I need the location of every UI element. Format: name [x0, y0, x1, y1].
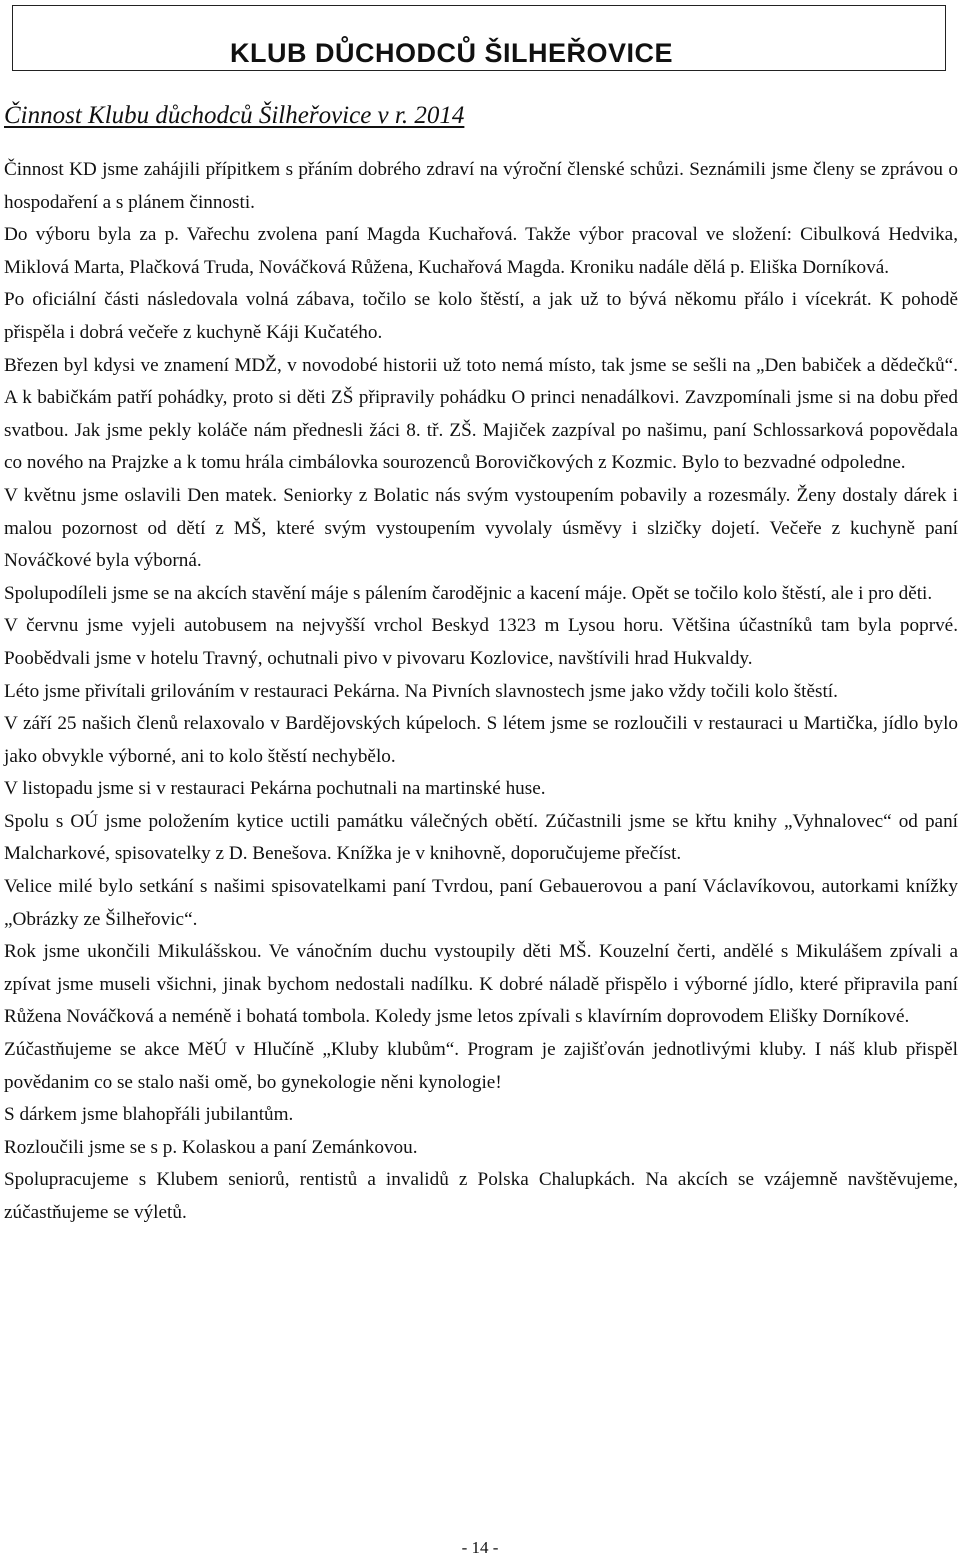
paragraph: Léto jsme přivítali grilováním v restauraci Pekárna. Na Pivních slavnostech jsme jako vždy točili kolo štěstí.	[4, 680, 838, 702]
paragraph: V září 25 našich členů relaxovalo v Bardějovských kúpeloch. S létem jsme se rozloučili v restauraci u Martička, jídlo bylo jako obvykle výborné, ani to kolo štěstí nechybělo.	[4, 713, 958, 767]
paragraph: Po oficiální části následovala volná zábava, točilo se kolo štěstí, a jak už to bývá někomu přálo i vícekrát. K pohodě přispěla i dobrá večeře z kuchyně Káji Kučatého.	[4, 289, 958, 343]
page-number: - 14 -	[461, 1538, 499, 1557]
article-body	[4, 154, 958, 1230]
paragraph: Březen byl kdysi ve znamení MDŽ, v novodobé historii už toto nemá místo, tak jsme se sešli na „Den babiček a dědečků“. A k babičkám patří pohádky, proto si děti ZŠ připravily pohádku O princi nenadálkovi. Zavzpomínali jsme si na dobu před svatbou. Jak jsme pekly koláče nám přednesli žáci 8. tř. ZŠ. Majiček zazpíval po našimu, paní Schlossarková popovědala co nového na Prajzke a k tomu hrála cimbálovka sourozenců Borovičkových z Kozmic. Bylo to bezvadné odpoledne.	[4, 354, 958, 474]
paragraph: Zúčastňujeme se akce MěÚ v Hlučíně „Kluby klubům“. Program je zajišťován jednotlivými kluby. I náš klub přispěl povědanim co se stalo naši omě, bo gynekologie něni kynologie!	[4, 1039, 958, 1093]
paragraph: V listopadu jsme si v restauraci Pekárna pochutnali na martinské huse.	[4, 778, 546, 800]
paragraph: V červnu jsme vyjeli autobusem na nejvyšší vrchol Beskyd 1323 m Lysou horu. Většina účastníků tam byla poprvé. Poobědvali jsme v hotelu Travný, ochutnali pivo v pivovaru Kozlovice, navštívili hrad Hukvaldy.	[4, 615, 958, 669]
paragraph: Velice milé bylo setkání s našimi spisovatelkami paní Tvrdou, paní Gebauerovou a paní Václavíkovou, autorkami knížky „Obrázky ze Šilheřovic“.	[4, 876, 958, 930]
paragraph: Spolupracujeme s Klubem seniorů, rentistů a invalidů z Polska Chalupkách. Na akcích se vzájemně navštěvujeme, zúčastňujeme se výletů.	[4, 1169, 958, 1223]
paragraph: V květnu jsme oslavili Den matek. Seniorky z Bolatic nás svým vystoupením pobavily a rozesmály. Ženy dostaly dárek i malou pozornost od dětí z MŠ, které svým vystoupením vyvolaly úsměvy i slzičky dojetí. Večeře z kuchyně paní Nováčkové byla výborná.	[4, 484, 958, 572]
page-title: KLUB DŮCHODCŮ ŠILHEŘOVICE	[230, 38, 674, 68]
paragraph: Rok jsme ukončili Mikulášskou. Ve vánočním duchu vystoupily děti MŠ. Kouzelní čerti, andělé s Mikulášem zpívali a zpívat jsme museli všichni, jinak bychom nedostali nadílku. K dobré náladě přispělo i výborné jídlo, které připravila paní Růžena Nováčková a neméně i bohatá tombola. Koledy jsme letos zpívali s klavírním doprovodem Elišky Dorníkové.	[4, 941, 958, 1028]
section-heading: Činnost Klubu důchodců Šilheřovice v r. 2014	[4, 102, 465, 129]
paragraph: Rozloučili jsme se s p. Kolaskou a paní Zemánkovou.	[4, 1136, 418, 1158]
paragraph: Spolupodíleli jsme se na akcích stavění máje s pálením čarodějnic a kacení máje. Opět se točilo kolo štěstí, ale i pro děti.	[4, 582, 933, 604]
paragraph: Spolu s OÚ jsme položením kytice uctili památku válečných obětí. Zúčastnili jsme se křtu knihy „Vyhnalovec“ od paní Malcharkové, spisovatelky z D. Benešova. Knížka je v knihovně, doporučujeme přečíst.	[4, 810, 958, 865]
paragraph: S dárkem jsme blahopřáli jubilantům.	[4, 1104, 294, 1126]
paragraph: Do výboru byla za p. Vařechu zvolena paní Magda Kuchařová. Takže výbor pracoval ve složení: Cibulková Hedvika, Miklová Marta, Plačková Truda, Nováčková Růžena, Kuchařová Magda. Kroniku nadále dělá p. Eliška Dorníková.	[4, 224, 958, 278]
paragraph: Činnost KD jsme zahájili přípitkem s přáním dobrého zdraví na výroční členské schůzi. Seznámili jsme členy se zprávou o hospodaření a s plánem činnosti.	[4, 159, 958, 213]
